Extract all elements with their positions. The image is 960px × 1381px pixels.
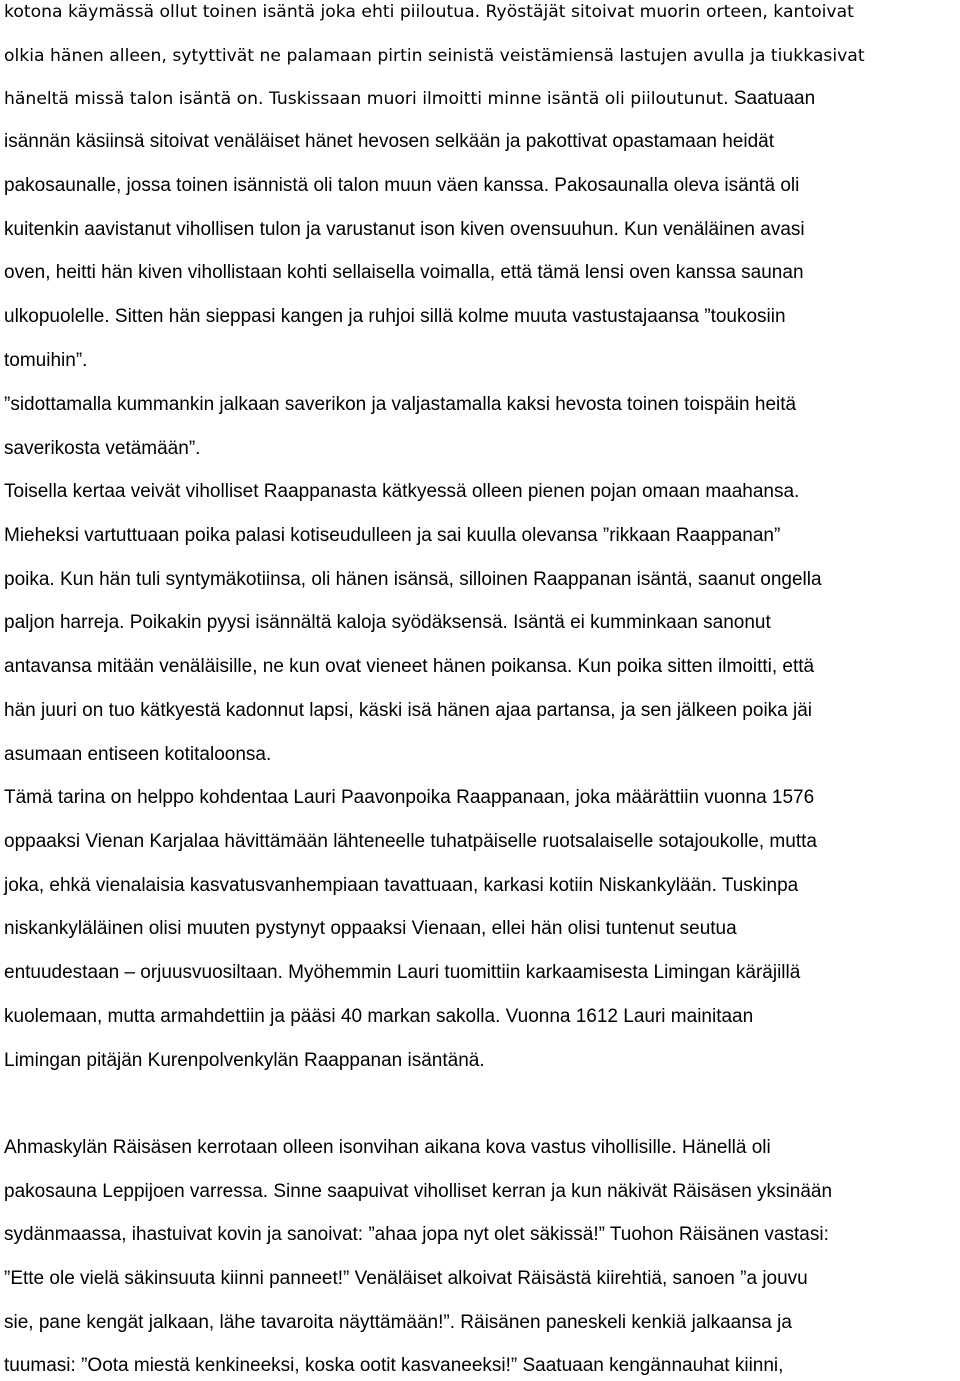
text-run: Saatuaan <box>728 88 816 109</box>
text-line: tuumasi: ”Oota miestä kenkineeksi, koska ootit kasvaneeksi!” Saatuaan kengännauhat kiinni, <box>4 1355 784 1376</box>
text-line: oven, heitti hän kiven vihollistaan kohti sellaisella voimalla, että tämä lensi oven kanssa saunan <box>4 262 804 283</box>
text-line: Tämä tarina on helppo kohdentaa Lauri Paavonpoika Raappanaan, joka määrättiin vuonna 1576 <box>4 787 815 808</box>
text-line: hän juuri on tuo kätkyestä kadonnut lapsi, käski isä hänen ajaa partansa, ja sen jälkeen poika jäi <box>4 700 813 721</box>
text-line: pakosauna Leppijoen varressa. Sinne saapuivat viholliset kerran ja kun näkivät Räisäsen yksinään <box>4 1181 833 1202</box>
text-line: Mieheksi vartuttuaan poika palasi kotiseudulleen ja sai kuulla olevansa ”rikkaan Raappanan” <box>4 525 781 546</box>
text-line: antavansa mitään venäläisille, ne kun ovat vieneet hänen poikansa. Kun poika sitten ilmoitti, että <box>4 656 815 677</box>
text-line: saverikosta vetämään”. <box>4 438 201 459</box>
text-line: isännän käsiinsä sitoivat venäläiset hänet hevosen selkään ja pakottivat opastamaan heidät <box>4 131 775 152</box>
text-line <box>4 44 865 68</box>
text-line: kuolemaan, mutta armahdettiin ja pääsi 40 markan sakolla. Vuonna 1612 Lauri mainitaan <box>4 1006 754 1027</box>
text-line: poika. Kun hän tuli syntymäkotiinsa, oli hänen isänsä, silloinen Raappanan isäntä, saanut ongella <box>4 569 822 590</box>
text-line: Toisella kertaa veivät viholliset Raappanasta kätkyessä olleen pienen pojan omaan maahansa. <box>4 481 800 502</box>
text-line: joka, ehkä vienalaisia kasvatusvanhempiaan tavattuaan, karkasi kotiin Niskankylään. Tuskinpa <box>4 875 799 896</box>
text-line: Ahmaskylän Räisäsen kerrotaan olleen isonvihan aikana kova vastus vihollisille. Hänellä oli <box>4 1137 771 1158</box>
text-run: olkia hänen alleen, sytyttivät ne palamaan pirtin seinistä veistämiensä lastujen avulla ja tiukkasivat <box>4 46 865 66</box>
text-line: asumaan entiseen kotitaloonsa. <box>4 744 272 765</box>
text-line: entuudestaan – orjuusvuosiltaan. Myöhemmin Lauri tuomittiin karkaamisesta Limingan käräjillä <box>4 962 801 983</box>
text-line: tomuihin”. <box>4 350 88 371</box>
text-line: niskankyläläinen olisi muuten pystynyt oppaaksi Vienaan, ellei hän olisi tuntenut seutua <box>4 918 737 939</box>
text-line: paljon harreja. Poikakin pyysi isännältä kaloja syödäksensä. Isäntä ei kumminkaan sanonut <box>4 612 771 633</box>
text-line: pakosaunalle, jossa toinen isännistä oli talon muun väen kanssa. Pakosaunalla oleva isäntä oli <box>4 175 800 196</box>
text-line: sie, pane kengät jalkaan, lähe tavaroita näyttämään!”. Räisänen paneskeli kenkiä jalkaansa ja <box>4 1312 792 1333</box>
text-run: häneltä missä talon isäntä on. Tuskissaan muori ilmoitti minne isäntä oli piiloutunut. <box>4 89 729 109</box>
text-line: oppaaksi Vienan Karjalaa hävittämään lähteneelle tuhatpäiselle ruotsalaiselle sotajoukolle, mutta <box>4 831 817 852</box>
text-line: ”sidottamalla kummankin jalkaan saverikon ja valjastamalla kaksi hevosta toinen toispäin heitä <box>4 394 797 415</box>
text-line: ulkopuolelle. Sitten hän sieppasi kangen ja ruhjoi sillä kolme muuta vastustajaansa ”toukosiin <box>4 306 786 327</box>
text-line: sydänmaassa, ihastuivat kovin ja sanoivat: ”ahaa jopa nyt olet säkissä!” Tuohon Räisänen vastasi: <box>4 1224 829 1245</box>
text-line <box>4 87 815 111</box>
text-line <box>4 0 854 24</box>
text-line: kuitenkin aavistanut vihollisen tulon ja varustanut ison kiven ovensuuhun. Kun venäläinen avasi <box>4 219 805 240</box>
text-line: Limingan pitäjän Kurenpolvenkylän Raappanan isäntänä. <box>4 1050 485 1071</box>
text-line: ”Ette ole vielä säkinsuuta kiinni panneet!” Venäläiset alkoivat Räisästä kiirehtiä, sanoen ”a jouvu <box>4 1268 808 1289</box>
text-run: kotona käymässä ollut toinen isäntä joka ehti piiloutua. Ryöstäjät sitoivat muorin orteen, kantoivat <box>4 2 854 22</box>
